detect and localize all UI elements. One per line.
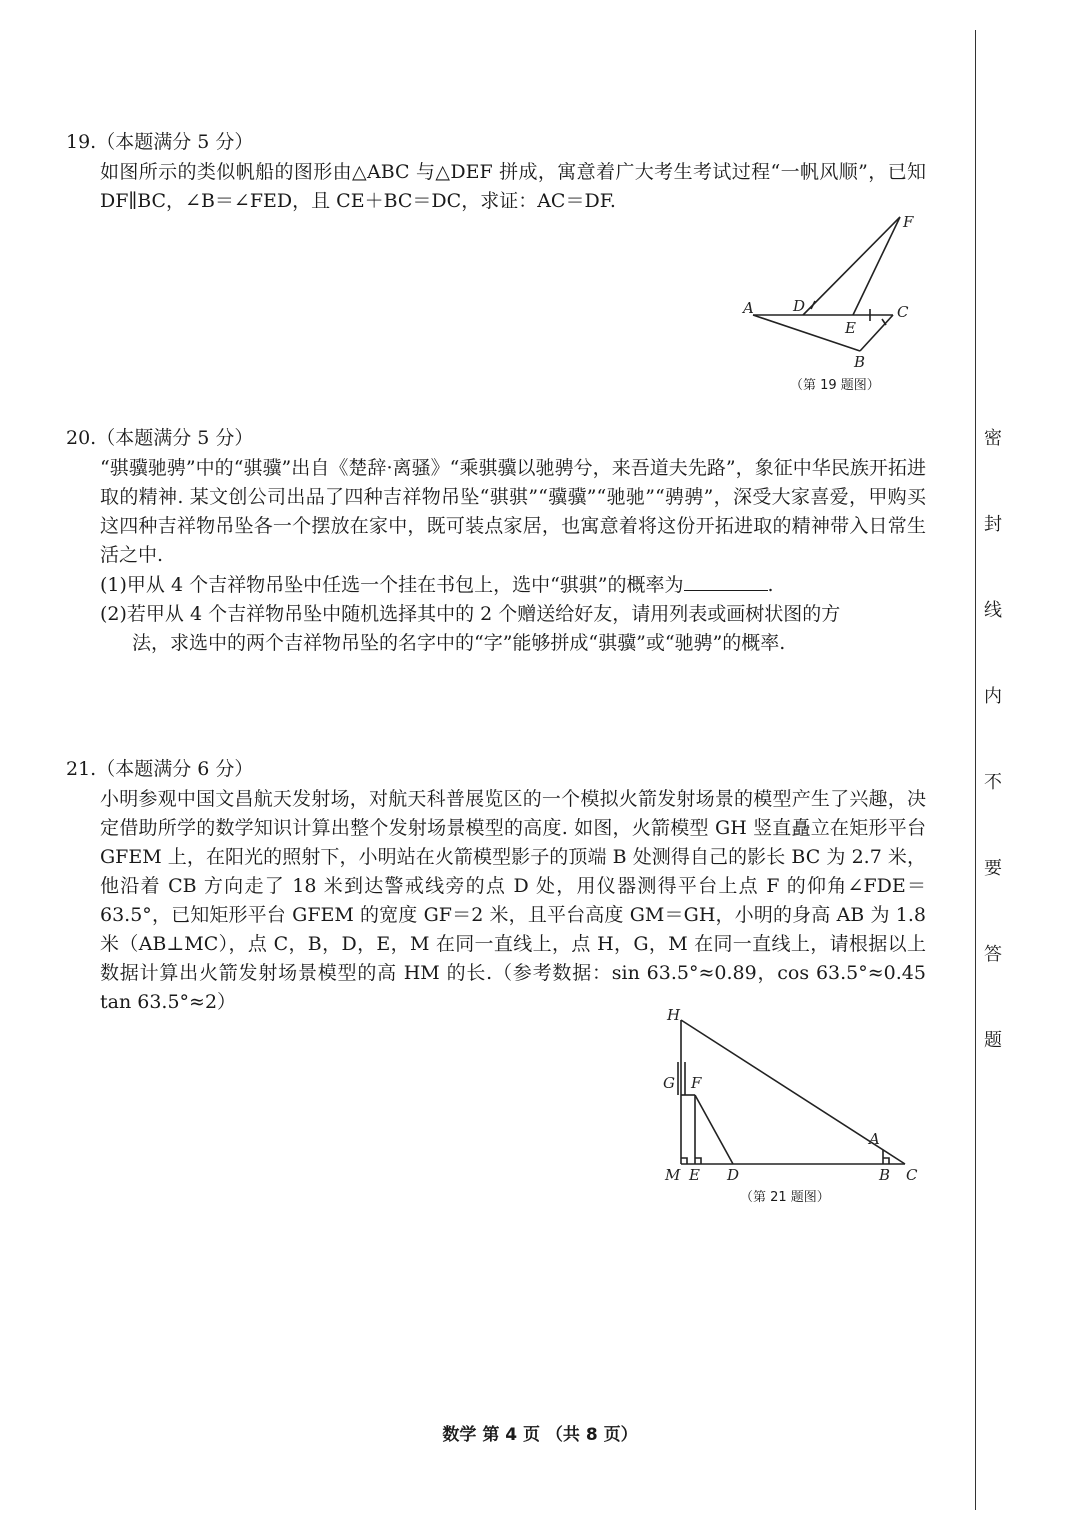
seal-char-2: 封 [984,514,1002,535]
answer-blank [684,570,768,591]
label-b: B [879,1166,891,1184]
label-a: A [869,1130,880,1148]
question-21-heading: 21.（本题满分 6 分） [66,758,254,780]
seal-line [975,30,976,1510]
label-m: M [665,1166,681,1184]
question-21-text: 小明参观中国文昌航天发射场，对航天科普展览区的一个模拟火箭发射场景的模型产生了兴趣，决定借助所学的数学知识计算出整个发射场景模型的高度. 如图，火箭模型 GH 竖直矗立在矩形平台 GFEM 上，在阳光的照射下，小明站在火箭模型影子的顶端 B 处测得自己的影长 BC 为 2.7 米，他沿着 CB 方向走了 18 米到达警戒线旁的点 D 处，用仪器测得平台上点 F 的仰角∠FDE＝63.5°，已知矩形平台 GFEM 的宽度 GF＝2 米，且平台高度 GM＝GH，小明的身高 AB 为 1.8 米（AB⊥MC），点 C，B，D，E，M 在同一直线上，点 H，G，M 在同一直线上，请根据以上数据计算出火箭发射场景模型的高 HM 的长.（参考数据：sin 63.5°≈0.89，cos 63.5°≈0.45 tan 63.5°≈2） [100,788,926,1013]
question-21 [66,755,926,1017]
right-angle-b [883,1158,889,1164]
figure-19-caption: （第 19 题图） [790,378,880,393]
segment-df [803,217,900,315]
question-20-part-1-end: . [767,574,774,596]
seal-char-3: 线 [984,600,1002,621]
label-h: H [667,1006,681,1024]
figure-19 [735,205,935,379]
question-20-part-2 [100,600,926,658]
figure-21-caption: （第 21 题图） [740,1190,830,1205]
segment-bc [860,315,893,351]
question-20-part-1-text: (1)甲从 4 个吉祥物吊坠中任选一个挂在书包上，选中“骐骐”的概率为 [100,574,684,596]
tick-df [811,301,815,309]
question-20-part-1 [100,570,926,600]
label-d: D [793,297,806,315]
segment-fd [695,1095,733,1164]
question-19-text: 如图所示的类似帆船的图形由△ABC 与△DEF 拼成，寓意着广大考生考试过程“一帆风顺”，已知 DF∥BC，∠B＝∠FED，且 CE＋BC＝DC，求证：AC＝DF. [100,161,926,212]
label-a: A [743,299,754,317]
segment-ab [753,315,860,351]
label-f: F [903,213,914,231]
label-c: C [906,1166,918,1184]
seal-char-4: 内 [984,686,1002,707]
label-c: C [897,303,909,321]
label-e: E [689,1166,700,1184]
seal-char-5: 不 [984,772,1002,793]
right-angle-m [681,1158,687,1164]
question-20-heading: 20.（本题满分 5 分） [66,427,254,449]
seal-char-6: 要 [984,858,1002,879]
label-e: E [845,319,856,337]
right-angle-e [695,1158,701,1164]
segment-fe [853,217,900,315]
label-b: B [854,353,866,371]
figure-19-diagram [735,205,935,375]
question-19-heading: 19.（本题满分 5 分） [66,131,254,153]
question-19 [66,128,926,216]
label-f: F [691,1074,702,1092]
figure-21-diagram [655,1000,925,1190]
question-20-part-2-text-a: (2)若甲从 4 个吉祥物吊坠中随机选择其中的 2 个赠送给好友，请用列表或画树状图的方 [100,603,841,625]
page-footer: 数学 第 4 页 （共 8 页） [442,1425,638,1445]
label-g: G [663,1074,675,1092]
question-20 [66,424,926,658]
question-20-part-2-text-b: 法，求选中的两个吉祥物吊坠的名字中的“字”能够拼成“骐骥”或“驰骋”的概率. [132,632,786,654]
label-d: D [727,1166,740,1184]
figure-21 [655,1000,925,1194]
seal-char-1: 密 [984,428,1002,449]
question-20-text: “骐骥驰骋”中的“骐骥”出自《楚辞·离骚》“乘骐骥以驰骋兮，来吾道夫先路”，象征中华民族开拓进取的精神. 某文创公司出品了四种吉祥物吊坠“骐骐”“骥骥”“驰驰”“骋骋”，深受大家喜爱，甲购买这四种吉祥物吊坠各一个摆放在家中，既可装点家居，也寓意着将这份开拓进取的精神带入日常生活之中. [100,457,926,566]
seal-char-8: 题 [984,1030,1002,1051]
seal-char-7: 答 [984,944,1002,965]
